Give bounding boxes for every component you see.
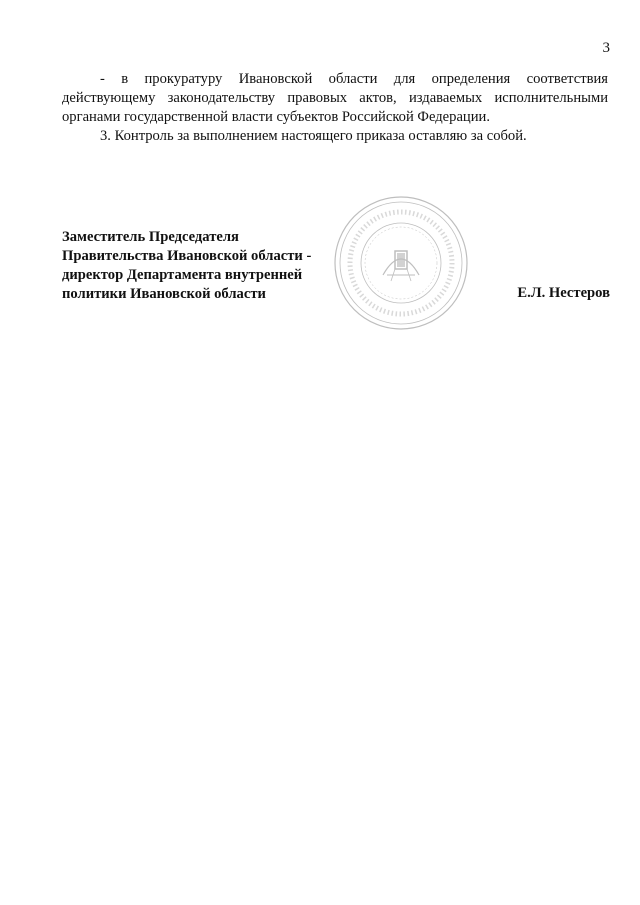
- paragraph-prosecutor: - в прокуратуру Ивановской области для определения соответствия действующему законодательству правовых актов, издаваемых исполнительными органами государственной власти субъектов Российской Федерации.: [62, 71, 608, 125]
- page-number: 3: [602, 40, 610, 56]
- signatory-position: [62, 228, 362, 304]
- position-line: Правительства Ивановской области -: [62, 248, 312, 264]
- position-line: Заместитель Председателя: [62, 229, 239, 245]
- official-seal-icon: [333, 195, 469, 331]
- paragraph-control: 3. Контроль за выполнением настоящего приказа оставляю за собой.: [100, 128, 527, 144]
- position-line: политики Ивановской области: [62, 286, 266, 302]
- signer-name: Е.Л. Нестеров: [517, 285, 610, 301]
- position-line: директор Департамента внутренней: [62, 267, 303, 283]
